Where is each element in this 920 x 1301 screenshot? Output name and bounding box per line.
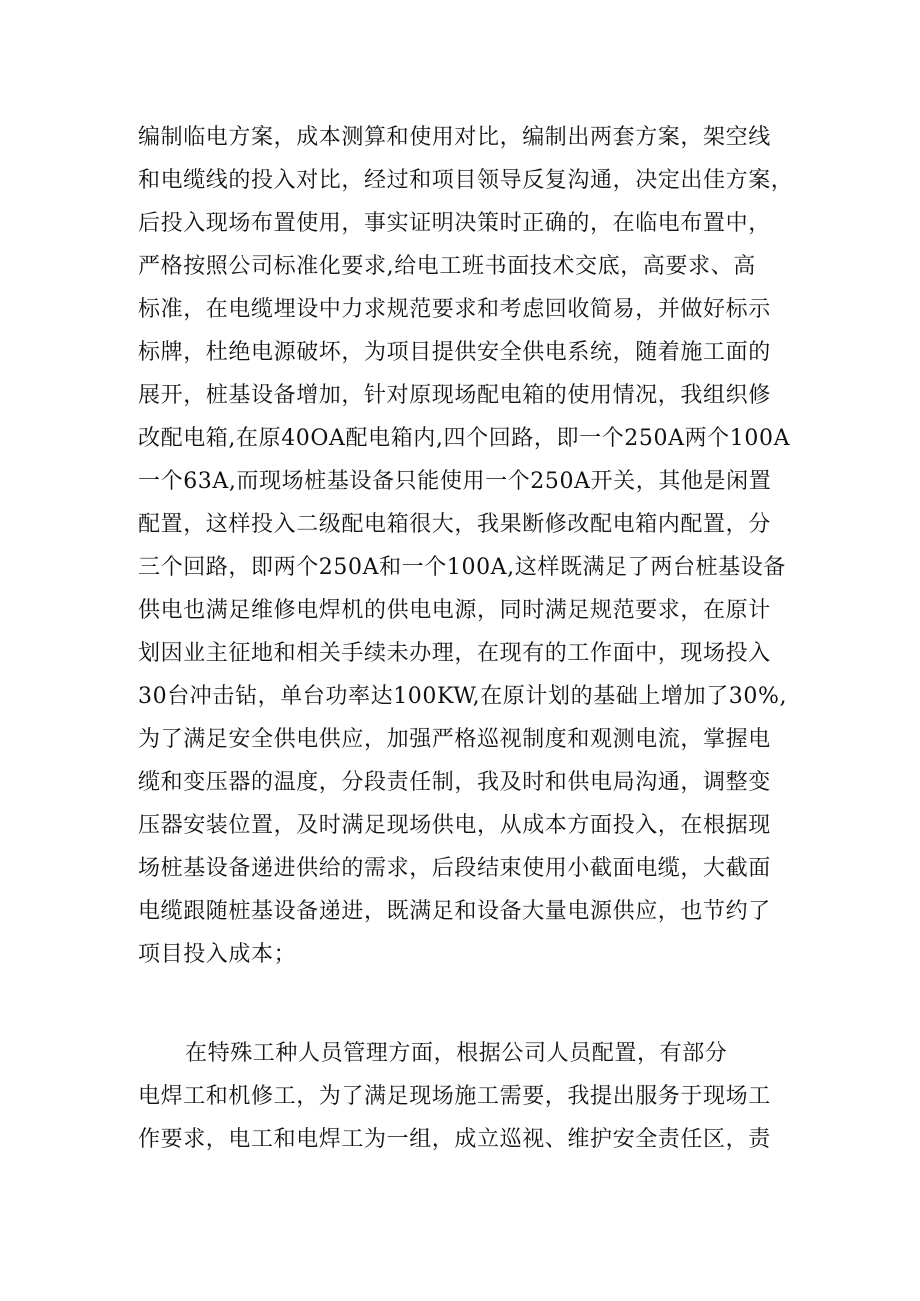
text-line: 作要求，电工和电焊工为一组，成立巡视、维护安全责任区，责 bbox=[138, 1127, 771, 1152]
text-line: 压器安装位置，及时满足现场供电，从成本方面投入，在根据现 bbox=[138, 813, 771, 838]
text-line: 缆和变压器的温度，分段责任制，我及时和供电局沟通，调整变 bbox=[138, 770, 771, 795]
text-line: 编制临电方案，成本测算和使用对比，编制出两套方案，架空线 bbox=[138, 125, 771, 150]
text-line: 标牌，杜绝电源破坏，为项目提供安全供电系统，随着施工面的 bbox=[138, 340, 771, 365]
text-line: 电缆跟随桩基设备递进，既满足和设备大量电源供应，也节约了 bbox=[138, 899, 771, 924]
text-line: 为了满足安全供电供应，加强严格巡视制度和观测电流，掌握电 bbox=[138, 727, 771, 752]
text-line: 标准，在电缆埋设中力求规范要求和考虑回收简易，并做好标示 bbox=[138, 297, 771, 322]
text-line: 场桩基设备递进供给的需求，后段结束使用小截面电缆，大截面 bbox=[138, 856, 771, 881]
text-line: 后投入现场布置使用，事实证明决策时正确的，在临电布置中， bbox=[138, 211, 771, 236]
text-line: 电焊工和机修工，为了满足现场施工需要，我提出服务于现场工 bbox=[138, 1084, 771, 1109]
text-line: 供电也满足维修电焊机的供电电源，同时满足规范要求，在原计 bbox=[138, 598, 771, 623]
text-line: 改配电箱,在原40OA配电箱内,四个回路，即一个250A两个100A bbox=[138, 426, 791, 451]
text-line: 项目投入成本； bbox=[138, 942, 297, 967]
text-line: 划因业主征地和相关手续未办理，在现有的工作面中，现场投入 bbox=[138, 641, 771, 666]
paragraph-2 bbox=[138, 1032, 798, 1161]
text-line: 严格按照公司标准化要求,给电工班书面技术交底，高要求、高 bbox=[138, 254, 756, 279]
paragraph-1 bbox=[138, 116, 798, 976]
text-line: 三个回路，即两个250A和一个100A,这样既满足了两台桩基设备 bbox=[138, 555, 786, 580]
text-line: 配置，这样投入二级配电箱很大，我果断修改配电箱内配置，分 bbox=[138, 512, 771, 537]
text-line: 在特殊工种人员管理方面，根据公司人员配置，有部分 bbox=[185, 1041, 728, 1066]
text-line: 一个63A,而现场桩基设备只能使用一个250A开关，其他是闲置 bbox=[138, 469, 772, 494]
text-line: 展开，桩基设备增加，针对原现场配电箱的使用情况，我组织修 bbox=[138, 383, 771, 408]
text-line: 和电缆线的投入对比，经过和项目领导反复沟通，决定出佳方案， bbox=[138, 168, 794, 193]
text-line: 30台冲击钻，单台功率达100KW,在原计划的基础上增加了30%, bbox=[138, 684, 788, 709]
